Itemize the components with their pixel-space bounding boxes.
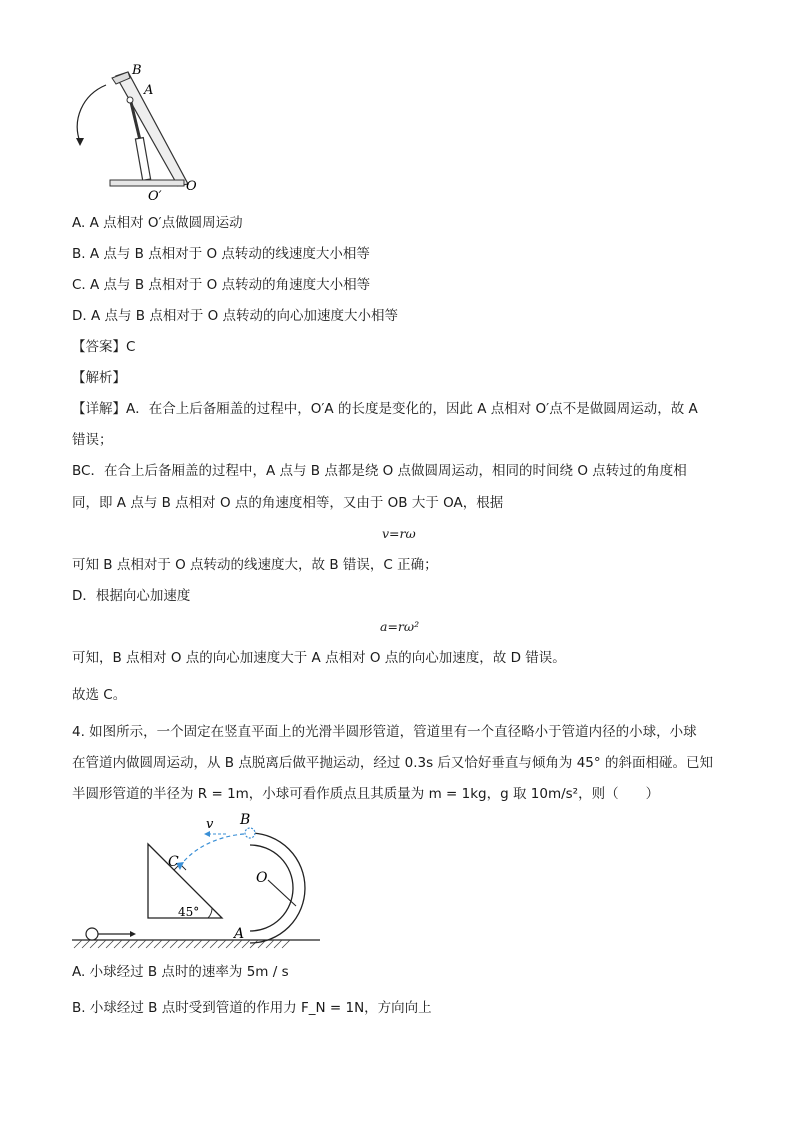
tube-outer-wall <box>250 833 305 943</box>
analysis-line-8: 故选 C。 <box>72 687 127 703</box>
analysis-line-6: D．根据向心加速度 <box>72 588 191 604</box>
figure-trunk-lid <box>60 60 220 200</box>
option-b: B. A 点与 B 点相对于 O 点转动的线速度大小相等 <box>72 246 370 262</box>
q4-line-1: 4. 如图所示，一个固定在竖直平面上的光滑半圆形管道，管道里有一个直径略小于管道内径的小球，小球 <box>72 724 697 740</box>
formula-v-r-omega: v=rω <box>382 526 416 541</box>
ground-ball <box>86 928 98 940</box>
option-c: C. A 点与 B 点相对于 O 点转动的角速度大小相等 <box>72 277 371 293</box>
rotation-arrow <box>77 85 106 142</box>
analysis-line-3: BC．在合上后备厢盖的过程中，A 点与 B 点都是绕 O 点做圆周运动，相同的时间绕 O 点转过的角度相 <box>72 463 687 479</box>
q4-line-2: 在管道内做圆周运动，从 B 点脱离后做平抛运动，经过 0.3s 后又恰好垂直与倾角为 45° 的斜面相碰。已知 <box>72 755 713 771</box>
label-O: O <box>186 179 197 194</box>
analysis-header: 【解析】 <box>72 370 126 386</box>
formula-a-r-omega2: a=rω² <box>380 619 420 634</box>
label-v: v <box>206 817 214 832</box>
ground-arrowhead <box>130 931 136 937</box>
q4-option-b: B. 小球经过 B 点时受到管道的作用力 F_N = 1N，方向向上 <box>72 1000 432 1016</box>
tube-inner-wall <box>250 845 293 931</box>
analysis-line-7: 可知，B 点相对 O 点的向心加速度大于 A 点相对 O 点的向心加速度，故 D 错误。 <box>72 650 566 666</box>
label-O-prime: O′ <box>148 189 162 200</box>
radius-line <box>268 880 296 906</box>
option-d: D. A 点与 B 点相对于 O 点转动的向心加速度大小相等 <box>72 308 399 324</box>
figure-semicircle-tube <box>70 808 390 953</box>
label-A: A <box>144 83 154 98</box>
ball-at-B <box>245 828 255 838</box>
q4-option-a: A. 小球经过 B 点时的速率为 5m / s <box>72 964 289 980</box>
label-C: C <box>168 854 179 870</box>
ground-hatching <box>74 940 290 948</box>
trajectory-dashed <box>180 834 244 866</box>
analysis-line-2: 错误； <box>72 432 113 448</box>
q4-line-3: 半圆形管道的半径为 R = 1m，小球可看作质点且其质量为 m = 1kg，g 取 10m/s²，则（ ） <box>72 786 660 802</box>
base-bar <box>110 180 184 186</box>
analysis-line-5: 可知 B 点相对于 O 点转动的线速度大，故 B 错误，C 正确； <box>72 557 438 573</box>
label-B2: B <box>240 812 251 828</box>
analysis-line-4: 同，即 A 点与 B 点相对 O 点的角速度相等，又由于 OB 大于 OA，根据 <box>72 495 504 511</box>
gas-strut-body <box>135 138 150 181</box>
label-45deg: 45° <box>178 905 200 919</box>
answer-line: 【答案】C <box>72 339 136 355</box>
label-A2: A <box>234 926 245 942</box>
option-a: A. A 点相对 O′点做圆周运动 <box>72 215 243 231</box>
label-O2: O <box>256 870 268 886</box>
rotation-arrowhead <box>76 138 84 146</box>
label-B: B <box>132 63 142 78</box>
strut-joint-A <box>127 97 133 103</box>
analysis-line-1: 【详解】A．在合上后备厢盖的过程中，O′A 的长度是变化的，因此 A 点相对 O′点不是做圆周运动，故 A <box>72 401 698 417</box>
